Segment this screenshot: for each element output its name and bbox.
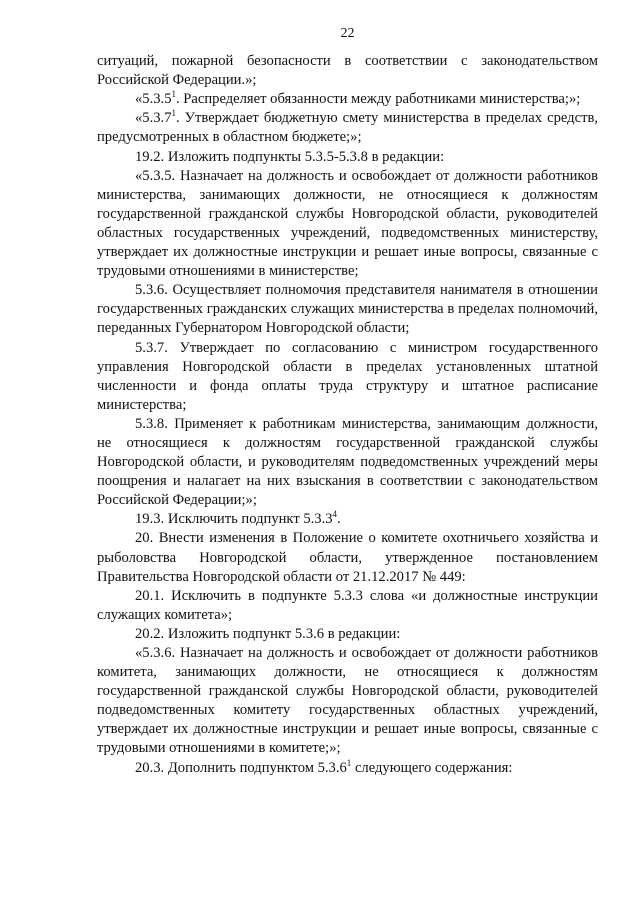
- paragraph-5-3-7-1: «5.3.7$^1$. Утверждает бюджетную смету министерства в пределах средств, предусмотренных в областном бюджете;»;: [97, 108, 598, 146]
- superscript: 1: [171, 108, 176, 119]
- paragraph-5-3-7: 5.3.7. Утверждает по согласованию с министром государственного управления Новгородской области в пределах установленных штатной численности и фонда оплаты труда структуру и штатное расписание министерства;: [97, 339, 598, 413]
- paragraph-20-2: 20.2. Изложить подпункт 5.3.6 в редакции:: [135, 625, 401, 642]
- paragraph-5-3-5-1: «5.3.5$^1$. Распределяет обязанности между работниками министерства;»;: [135, 89, 581, 108]
- paragraph-5-3-8: 5.3.8. Применяет к работникам министерства, занимающим должности, не относящиеся к должностям государственной гражданской службы Новгородской области, и руководителям подведомственных учреждений меры поощрения и налагает на них взыскания в соответствии с законодательством Российской Федерации;»;: [97, 415, 598, 509]
- paragraph-20: 20. Внести изменения в Положение о комитете охотничьего хозяйства и рыболовства Новгородской области, утвержденное постановлением Правительства Новгородской области от 21.12.2017 № 449:: [97, 530, 598, 585]
- paragraph-19-2: 19.2. Изложить подпункты 5.3.5-5.3.8 в редакции:: [135, 148, 445, 165]
- paragraph-5-3-5: «5.3.5. Назначает на должность и освобождает от должности работников министерства, занимающих должности, не относящиеся к должностям государственной гражданской службы Новгородской области, руководителей областных государственных учреждений, подведомственных министерству, утверждает их должностные инструкции и решает иные вопросы, связанные с трудовыми отношениями в министерстве;: [97, 167, 598, 280]
- superscript: 4: [332, 509, 338, 520]
- superscript: 1: [171, 89, 176, 100]
- paragraph-19-3: 19.3. Исключить подпункт 5.3.3$^4$.: [135, 509, 341, 528]
- document-page: [97, 24, 598, 778]
- superscript: 1: [346, 757, 352, 768]
- paragraph-continuation: ситуаций, пожарной безопасности в соответствии с законодательством Российской Федерации.»;: [97, 53, 598, 89]
- paragraph-20-1: 20.1. Исключить в подпункте 5.3.3 слова «и должностные инструкции служащих комитета»;: [97, 587, 598, 623]
- paragraph-5-3-6: 5.3.6. Осуществляет полномочия представителя нанимателя в отношении государственных гражданских служащих министерства в пределах полномочий, переданных Губернатором Новгородской области;: [97, 282, 598, 337]
- page-number: 22: [340, 26, 355, 41]
- paragraph-5-3-6-committee: «5.3.6. Назначает на должность и освобождает от должности работников комитета, занимающих должности, не относящиеся к должностям государственной гражданской службы Новгородской области, руководителей подведомственных комитету государственных областных учреждений, утверждает их должностные инструкции и решает иные вопросы, связанные с трудовыми отношениями в комитете;»;: [97, 645, 598, 757]
- paragraph-20-3: 20.3. Дополнить подпунктом 5.3.6$^1$ следующего содержания:: [135, 757, 513, 776]
